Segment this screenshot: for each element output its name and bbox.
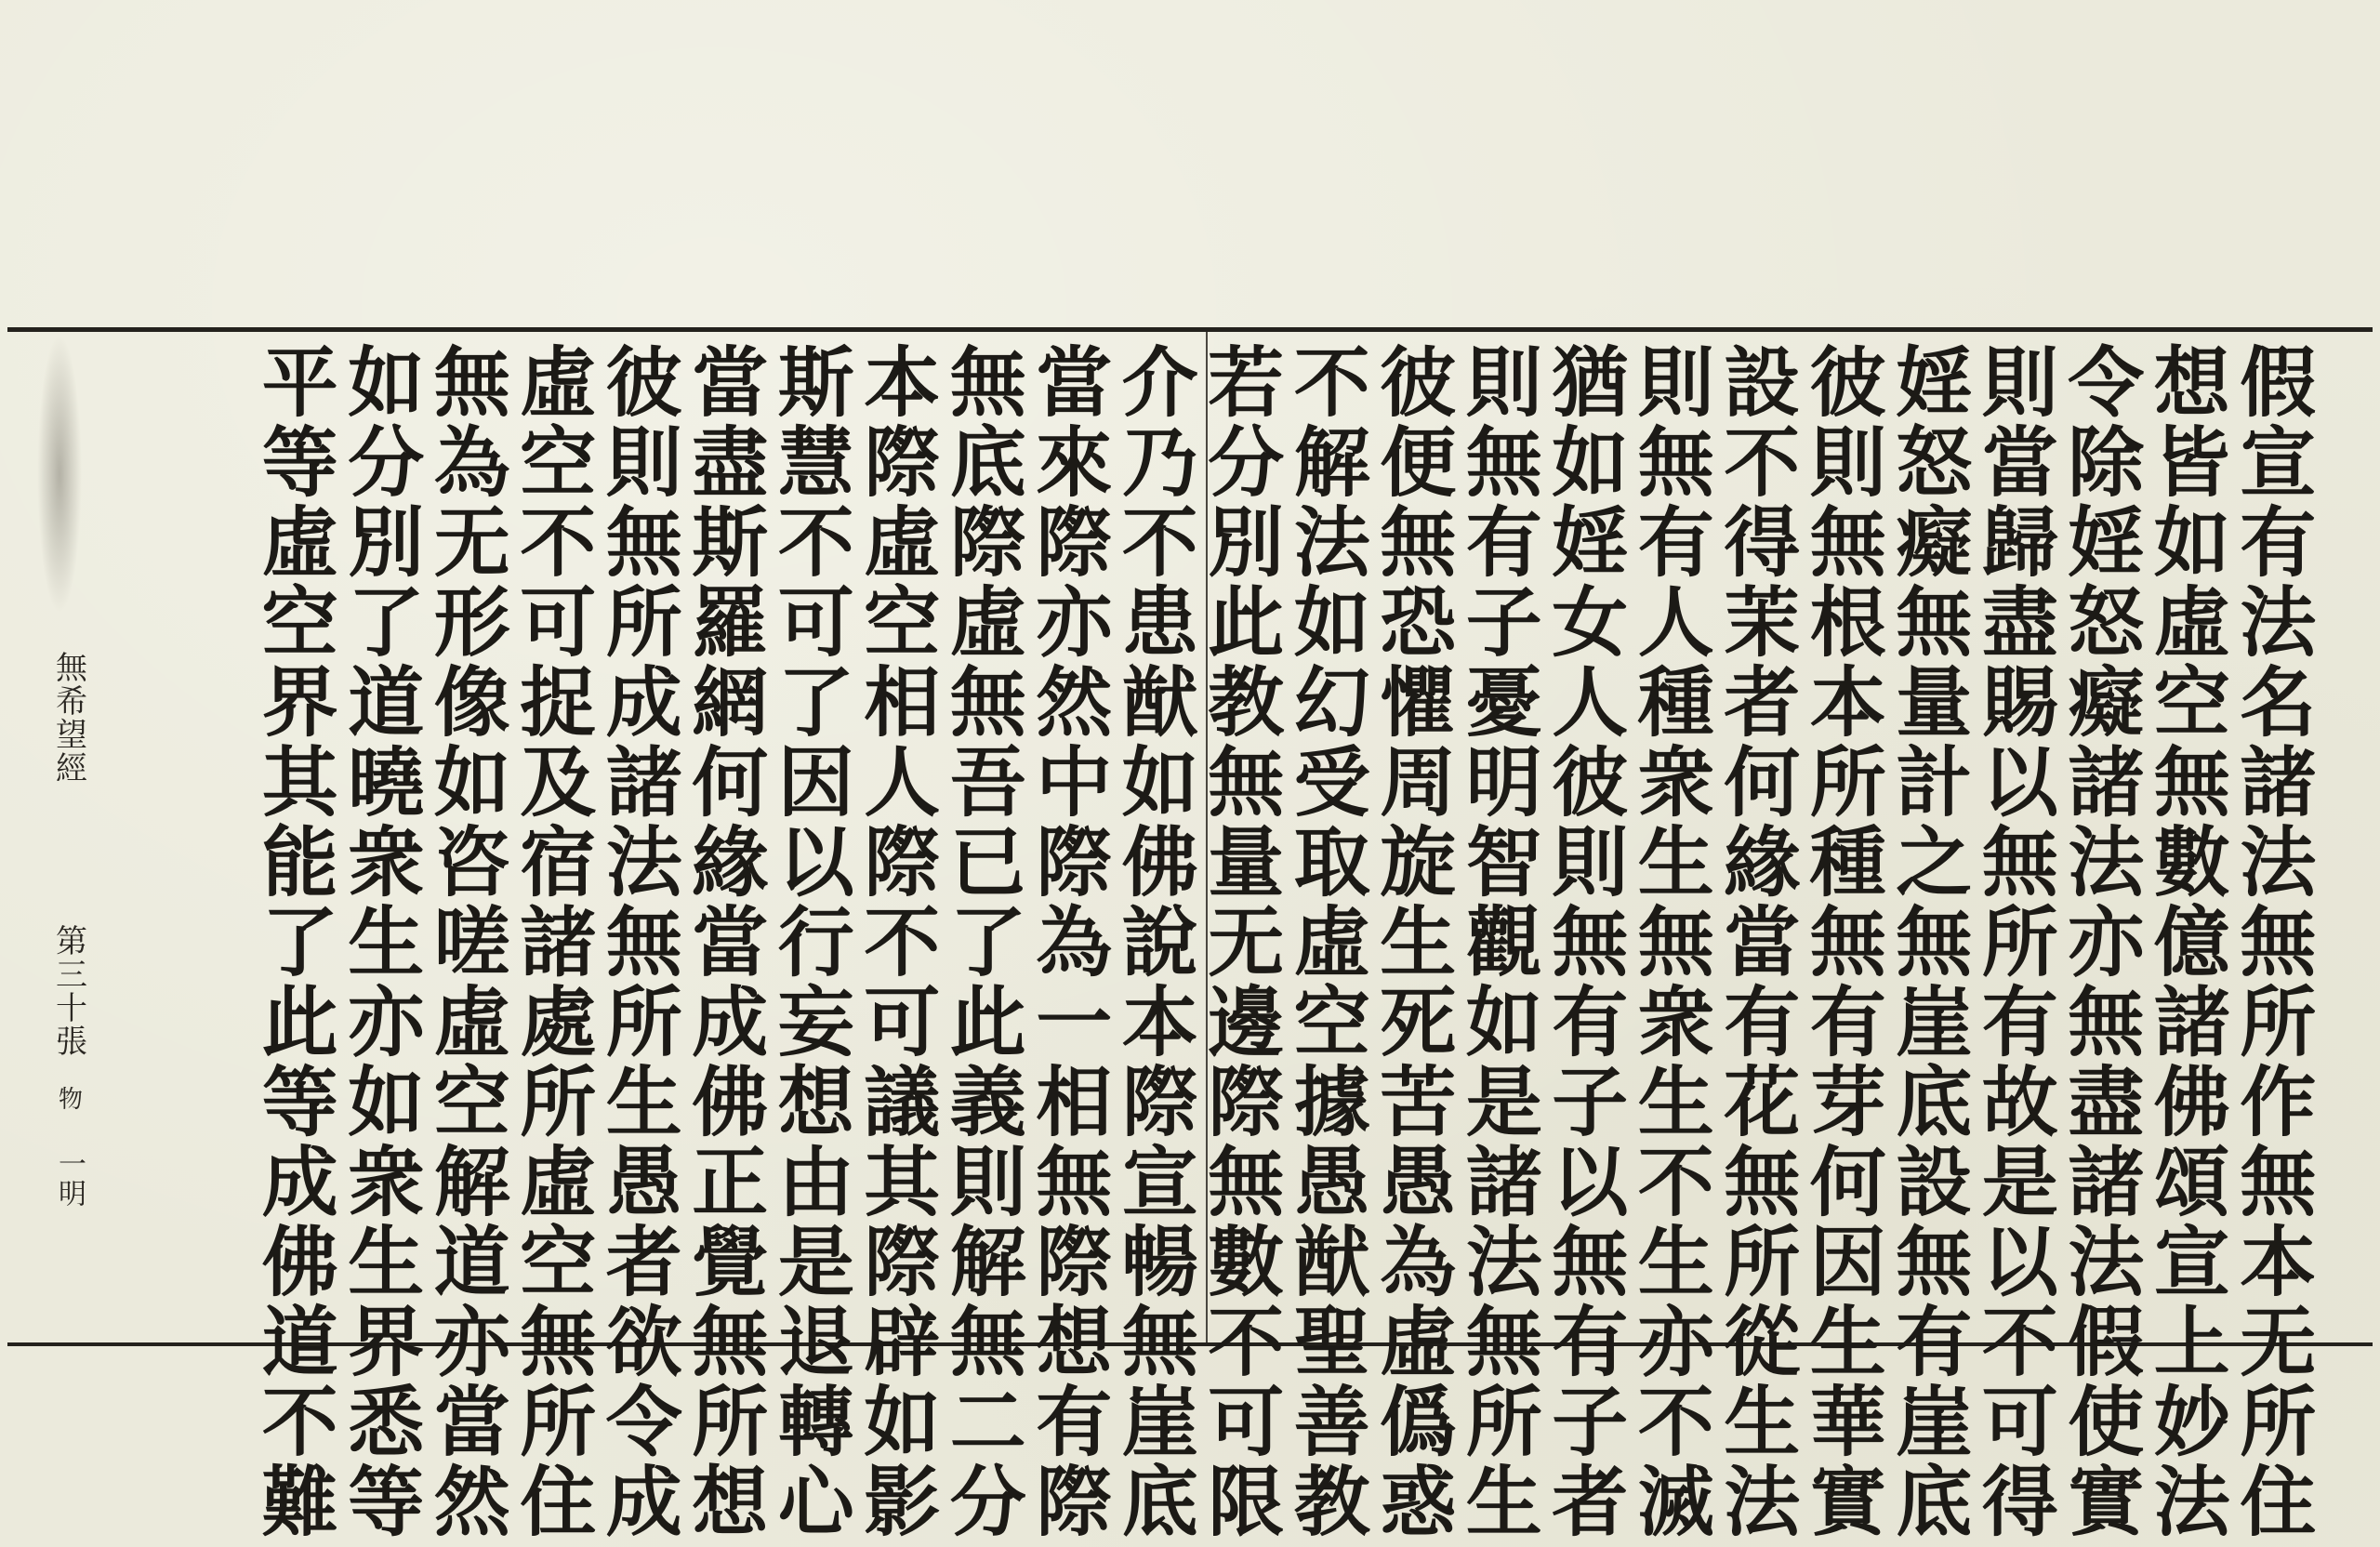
text-column-22 [421,342,511,1541]
text-column-1 [2227,342,2317,1541]
column-text: 虛空不可捉及宿諸處所虛空無所住 [507,342,597,1541]
column-text: 則當歸盡賜以無所有故是以不可得 [1969,342,2059,1541]
text-column-20 [593,342,683,1541]
column-text: 則無有子憂明智觀如是諸法無所生 [1453,342,1543,1541]
worn-edge-stain [37,335,82,614]
page-number-note: 一明 [53,1149,86,1209]
top-border-rule [7,327,2373,332]
column-text: 彼便無恐懼周旋生死苦愚為虛僞惑 [1367,342,1457,1541]
text-column-21 [507,342,597,1541]
text-column-18 [765,342,855,1541]
sutra-text-block [102,342,2317,1541]
column-text: 彼則無所成諸法無所生愚者欲令成 [593,342,683,1541]
column-text: 本際虛空相人際不可議其際辟如影 [851,342,941,1541]
text-column-7 [1711,342,1801,1541]
text-column-12 [1281,342,1371,1541]
text-column-6 [1797,342,1887,1541]
column-text: 無底際虛無吾已了此義則解無二分 [937,342,1027,1541]
text-column-17 [851,342,941,1541]
text-column-3 [2055,342,2145,1541]
text-column-23 [335,342,425,1541]
column-text: 彼則無根本所種無有芽何因生華實 [1797,342,1887,1541]
column-text: 當盡斯羅網何緣當成佛正覺無所想 [679,342,769,1541]
text-column-2 [2141,342,2231,1541]
column-text: 無為无形像如咨嗟虛空解道亦當然 [421,342,511,1541]
column-text: 設不得茉者何緣當有花無所從生法 [1711,342,1801,1541]
column-text: 若分別此教無量无邊際無數不可限 [1195,342,1285,1541]
text-column-8 [1625,342,1715,1541]
column-text: 平等虛空界其能了此等成佛道不難 [249,342,339,1541]
text-column-11 [1367,342,1457,1541]
column-text: 則無有人種衆生無衆生不生亦不滅 [1625,342,1715,1541]
text-column-16 [937,342,1027,1541]
margin-annotation [41,651,97,1376]
text-column-24 [249,342,339,1541]
column-text: 令除婬怒癡諸法亦無盡諸法假使實 [2055,342,2145,1541]
text-column-10 [1453,342,1543,1541]
column-text: 斯慧不可了因以行妄想由是退轉心 [765,342,855,1541]
column-text: 猶如婬女人彼則無有子以無有子者 [1539,342,1629,1541]
text-column-5 [1883,342,1973,1541]
column-text: 介乃不患猷如佛說本際宣暢無崖底 [1109,342,1199,1541]
column-text: 想皆如虛空無數億諸佛頌宣上妙法 [2141,342,2231,1541]
column-text: 如分別了道曉衆生亦如衆生界悉等 [335,342,425,1541]
column-text: 不解法如幻受取虛空據愚猷聖善教 [1281,342,1371,1541]
block-mark-note: 物 [54,1086,83,1112]
column-text: 假宣有法名諸法無所作無本无所住 [2227,342,2317,1541]
text-column-13 [1195,342,1285,1541]
text-column-9 [1539,342,1629,1541]
sutra-title-note: 無希望經 [49,651,87,785]
text-column-14 [1109,342,1199,1541]
text-column-15 [1023,342,1113,1541]
text-column-19 [679,342,769,1541]
column-text: 婬怒癡無量計之無崖底設無有崖底 [1883,342,1973,1541]
column-text: 當來際亦然中際為一相無際想有際 [1023,342,1113,1541]
leaf-number-note: 第三十張 [49,924,87,1058]
text-column-4 [1969,342,2059,1541]
